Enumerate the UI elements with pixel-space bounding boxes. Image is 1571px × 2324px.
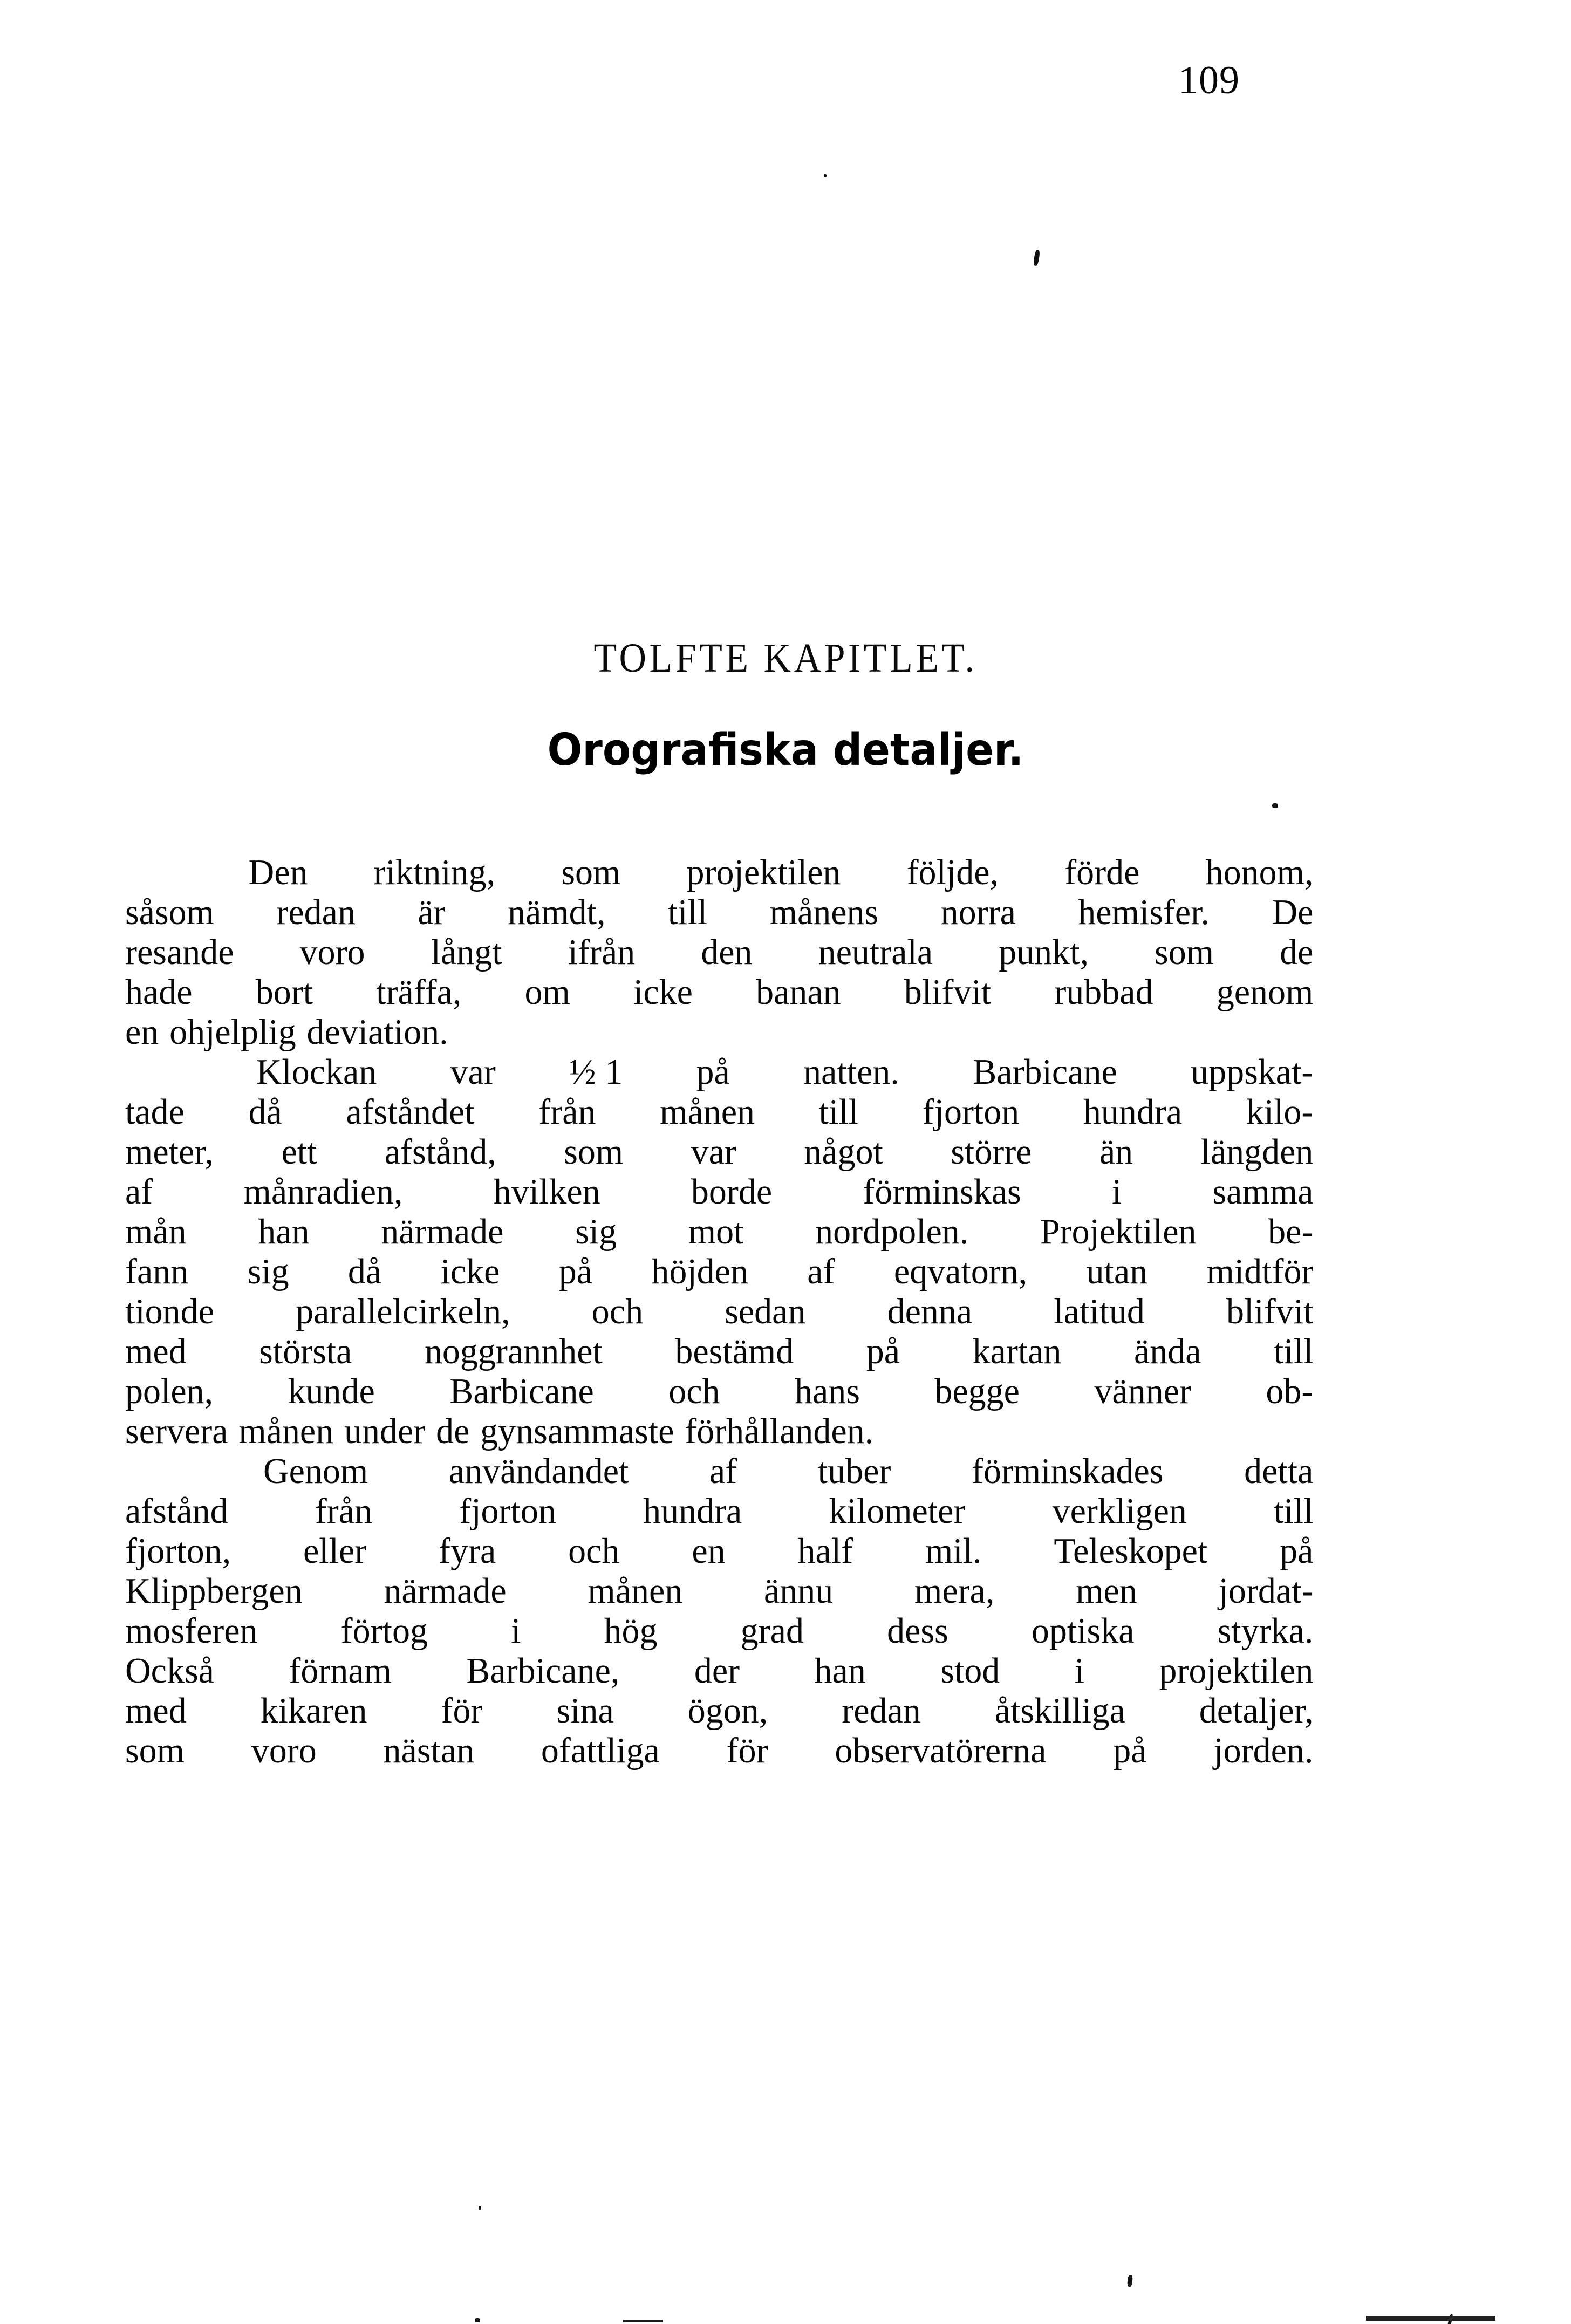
word: noggrannhet [424, 1331, 603, 1371]
word: största [259, 1331, 352, 1371]
word: hög [604, 1611, 658, 1651]
word: är [418, 892, 446, 932]
word: men [1076, 1571, 1137, 1611]
word: månen [588, 1571, 683, 1611]
chapter-title-heading: Orografiska detaljer. [547, 724, 1024, 776]
word: hemisfer. [1078, 892, 1210, 932]
word: rubbad [1054, 972, 1153, 1012]
body-text-column [125, 852, 1331, 1771]
word: af [709, 1451, 737, 1491]
word: för [441, 1691, 483, 1731]
word: honom, [1205, 852, 1314, 892]
word: på [1280, 1531, 1314, 1571]
word: förde [1064, 852, 1140, 892]
word: icke [633, 972, 693, 1012]
text-line [125, 1012, 1313, 1052]
word: från [315, 1491, 373, 1531]
text-line [125, 1651, 1313, 1691]
word: närmade [381, 1212, 504, 1252]
word: norra [940, 892, 1016, 932]
word: dess [887, 1611, 948, 1651]
word: uppskat- [1191, 1052, 1314, 1092]
word: månen [238, 1411, 334, 1451]
word: genom [1216, 972, 1314, 1012]
word: var [691, 1132, 736, 1172]
word: följde, [906, 852, 999, 892]
word: sig [247, 1252, 289, 1291]
word: afstånd, [384, 1132, 496, 1172]
word: som [561, 852, 621, 892]
word: sedan [725, 1291, 806, 1331]
word: Projektilen [1040, 1212, 1197, 1252]
word: hvilken [493, 1172, 600, 1212]
word: blifvit [1226, 1291, 1314, 1331]
word: och [568, 1531, 620, 1571]
word: redan [842, 1691, 921, 1731]
word: i [1074, 1651, 1085, 1691]
word: meter, [125, 1132, 214, 1172]
word: af [807, 1252, 835, 1291]
word: Också [125, 1651, 214, 1691]
word: Barbicane [973, 1052, 1117, 1092]
word: der [694, 1651, 740, 1691]
word: kikaren [260, 1691, 367, 1731]
word: förtog [340, 1611, 428, 1651]
text-line [125, 1291, 1313, 1331]
scan-dust-strip [1366, 2316, 1495, 2321]
word: ob- [1266, 1371, 1314, 1411]
word: längden [1200, 1132, 1314, 1172]
word: afståndet [346, 1092, 475, 1132]
word: punkt, [999, 932, 1089, 972]
word: och [591, 1291, 644, 1331]
text-line [125, 1092, 1313, 1132]
text-line [125, 892, 1313, 932]
word: ett [281, 1132, 317, 1172]
word: tade [125, 1092, 185, 1132]
text-line [125, 1451, 1313, 1491]
word: till [667, 892, 708, 932]
word: Genom [263, 1451, 368, 1491]
word: ifrån [568, 932, 636, 972]
word: observatörerna [835, 1731, 1047, 1771]
word: kilo- [1246, 1092, 1314, 1132]
word: hans [794, 1371, 860, 1411]
word: fann [125, 1252, 189, 1291]
word: grad [740, 1611, 804, 1651]
word: projektilen [686, 852, 841, 892]
text-line [125, 1531, 1313, 1571]
word: han [258, 1212, 310, 1252]
scan-speck-icon [824, 174, 827, 177]
word: kartan [972, 1331, 1062, 1371]
word: förminskas [863, 1172, 1021, 1212]
word: parallelcirkeln, [296, 1291, 510, 1331]
word: mera, [914, 1571, 995, 1611]
word: natten. [803, 1052, 899, 1092]
word: icke [440, 1252, 500, 1291]
word: be- [1268, 1212, 1314, 1252]
word: ohjelplig [169, 1012, 296, 1052]
word: Barbicane [449, 1371, 594, 1411]
word: eller [303, 1531, 367, 1571]
word: utan [1086, 1252, 1148, 1291]
word: och [668, 1371, 720, 1411]
word: bort [255, 972, 313, 1012]
text-line [125, 1731, 1313, 1771]
word: verkligen [1052, 1491, 1187, 1531]
text-line [125, 1571, 1313, 1611]
word: ofattliga [541, 1731, 660, 1771]
word: förnam [289, 1651, 392, 1691]
word: denna [887, 1291, 973, 1331]
word: redan [276, 892, 356, 932]
word: de [1280, 932, 1314, 972]
word: i [1111, 1172, 1122, 1212]
word: än [1099, 1132, 1133, 1172]
word: nästan [383, 1731, 475, 1771]
word: för [726, 1731, 768, 1771]
word: resande [125, 932, 234, 972]
word: såsom [125, 892, 214, 932]
word: nämdt, [508, 892, 606, 932]
scan-speck-icon [479, 2206, 481, 2210]
word: tuber [817, 1451, 891, 1491]
word: Barbicane, [466, 1651, 620, 1691]
word: banan [756, 972, 841, 1012]
word: riktning, [373, 852, 496, 892]
word: mil. [925, 1531, 982, 1571]
word: fjorton [922, 1092, 1020, 1132]
word: användandet [448, 1451, 629, 1491]
word: eqvatorn, [893, 1252, 1028, 1291]
word: Klockan [256, 1052, 377, 1092]
word: med [125, 1691, 187, 1731]
word: ½ 1 [569, 1052, 623, 1092]
word: servera [125, 1411, 228, 1451]
word: fjorton, [125, 1531, 231, 1571]
word: under [344, 1411, 426, 1451]
word: en [125, 1012, 159, 1052]
text-line [125, 1052, 1313, 1092]
chapter-number-heading: TOLFTE KAPITLET. [593, 635, 978, 681]
chapter-heading-block [0, 635, 1571, 776]
text-line [125, 1212, 1313, 1252]
word: kilometer [829, 1491, 966, 1531]
word: voro [251, 1731, 317, 1771]
word: ögon, [687, 1691, 768, 1731]
paragraph [125, 852, 1331, 1052]
page-number: 109 [1178, 58, 1240, 102]
word: kunde [288, 1371, 375, 1411]
word: Teleskopet [1054, 1531, 1208, 1571]
word: samma [1212, 1172, 1314, 1212]
word: latitud [1054, 1291, 1145, 1331]
word: månens [769, 892, 879, 932]
word: jordat- [1218, 1571, 1314, 1611]
text-line [125, 1371, 1313, 1411]
word: då [248, 1092, 282, 1132]
word: hundra [643, 1491, 742, 1531]
word: optiska [1031, 1611, 1135, 1651]
word: voro [299, 932, 365, 972]
folio-row [0, 60, 1571, 120]
text-line [125, 972, 1313, 1012]
word: månradien, [243, 1172, 403, 1212]
word: den [701, 932, 753, 972]
text-line [125, 1411, 1313, 1451]
word: månen [660, 1092, 755, 1132]
word: till [1274, 1331, 1314, 1371]
word: förhållanden. [685, 1411, 874, 1451]
word: half [797, 1531, 853, 1571]
word: han [814, 1651, 866, 1691]
word: begge [934, 1371, 1020, 1411]
word: stod [940, 1651, 1000, 1691]
word: vänner [1094, 1371, 1191, 1411]
word: Den [248, 852, 308, 892]
word: höjden [651, 1252, 748, 1291]
text-line [125, 1331, 1313, 1371]
word: i [511, 1611, 521, 1651]
paragraph [125, 1451, 1331, 1771]
word: på [696, 1052, 730, 1092]
text-line [125, 932, 1313, 972]
word: midtför [1206, 1252, 1314, 1291]
word: styrka. [1217, 1611, 1314, 1651]
paragraph [125, 1052, 1331, 1451]
word: detta [1244, 1451, 1314, 1491]
word: detaljer, [1199, 1691, 1314, 1731]
text-line [125, 1132, 1313, 1172]
word: fyra [439, 1531, 496, 1571]
word: neutrala [818, 932, 933, 972]
word: då [347, 1252, 382, 1291]
word: blifvit [904, 972, 992, 1012]
word: deviation. [306, 1012, 448, 1052]
word: på [558, 1252, 593, 1291]
scan-speck-icon [1033, 249, 1041, 266]
text-line [125, 1611, 1313, 1651]
word: projektilen [1159, 1651, 1314, 1691]
word: sig [575, 1212, 617, 1252]
word: förminskades [971, 1451, 1164, 1491]
word: hundra [1083, 1092, 1183, 1132]
word: från [538, 1092, 596, 1132]
word: mån [125, 1212, 187, 1252]
word: borde [691, 1172, 773, 1212]
word: en [692, 1531, 726, 1571]
word: på [1113, 1731, 1147, 1771]
word: något [804, 1132, 883, 1172]
word: var [450, 1052, 496, 1092]
word: afstånd [125, 1491, 228, 1531]
word: till [1274, 1491, 1314, 1531]
word: som [564, 1132, 624, 1172]
scan-edge-dash [623, 2320, 663, 2322]
word: mosferen [125, 1611, 258, 1651]
word: de [436, 1411, 470, 1451]
word: större [951, 1132, 1032, 1172]
word: till [818, 1092, 859, 1132]
word: närmade [384, 1571, 507, 1611]
word: Klippbergen [125, 1571, 303, 1611]
word: långt [431, 932, 502, 972]
text-line [125, 1691, 1313, 1731]
word: bestämd [675, 1331, 794, 1371]
text-line [125, 852, 1313, 892]
word: om [524, 972, 570, 1012]
word: som [125, 1731, 185, 1771]
word: på [866, 1331, 900, 1371]
word: åtskilliga [994, 1691, 1125, 1731]
word: De [1272, 892, 1314, 932]
word: ända [1133, 1331, 1201, 1371]
text-line [125, 1172, 1313, 1212]
word: med [125, 1331, 187, 1371]
scan-speck-icon [1272, 803, 1278, 808]
word: gynsammaste [480, 1411, 674, 1451]
word: hade [125, 972, 193, 1012]
word: sina [556, 1691, 614, 1731]
scan-speck-icon [475, 2318, 480, 2322]
text-line [125, 1252, 1313, 1291]
word: jorden. [1213, 1731, 1314, 1771]
word: fjorton [459, 1491, 556, 1531]
word: som [1155, 932, 1214, 972]
word: mot [688, 1212, 744, 1252]
word: tionde [125, 1291, 214, 1331]
scan-speck-icon [1127, 2275, 1133, 2287]
word: träffa, [376, 972, 462, 1012]
word: polen, [125, 1371, 214, 1411]
text-line [125, 1491, 1313, 1531]
word: af [125, 1172, 153, 1212]
word: ännu [764, 1571, 834, 1611]
word: nordpolen. [815, 1212, 969, 1252]
